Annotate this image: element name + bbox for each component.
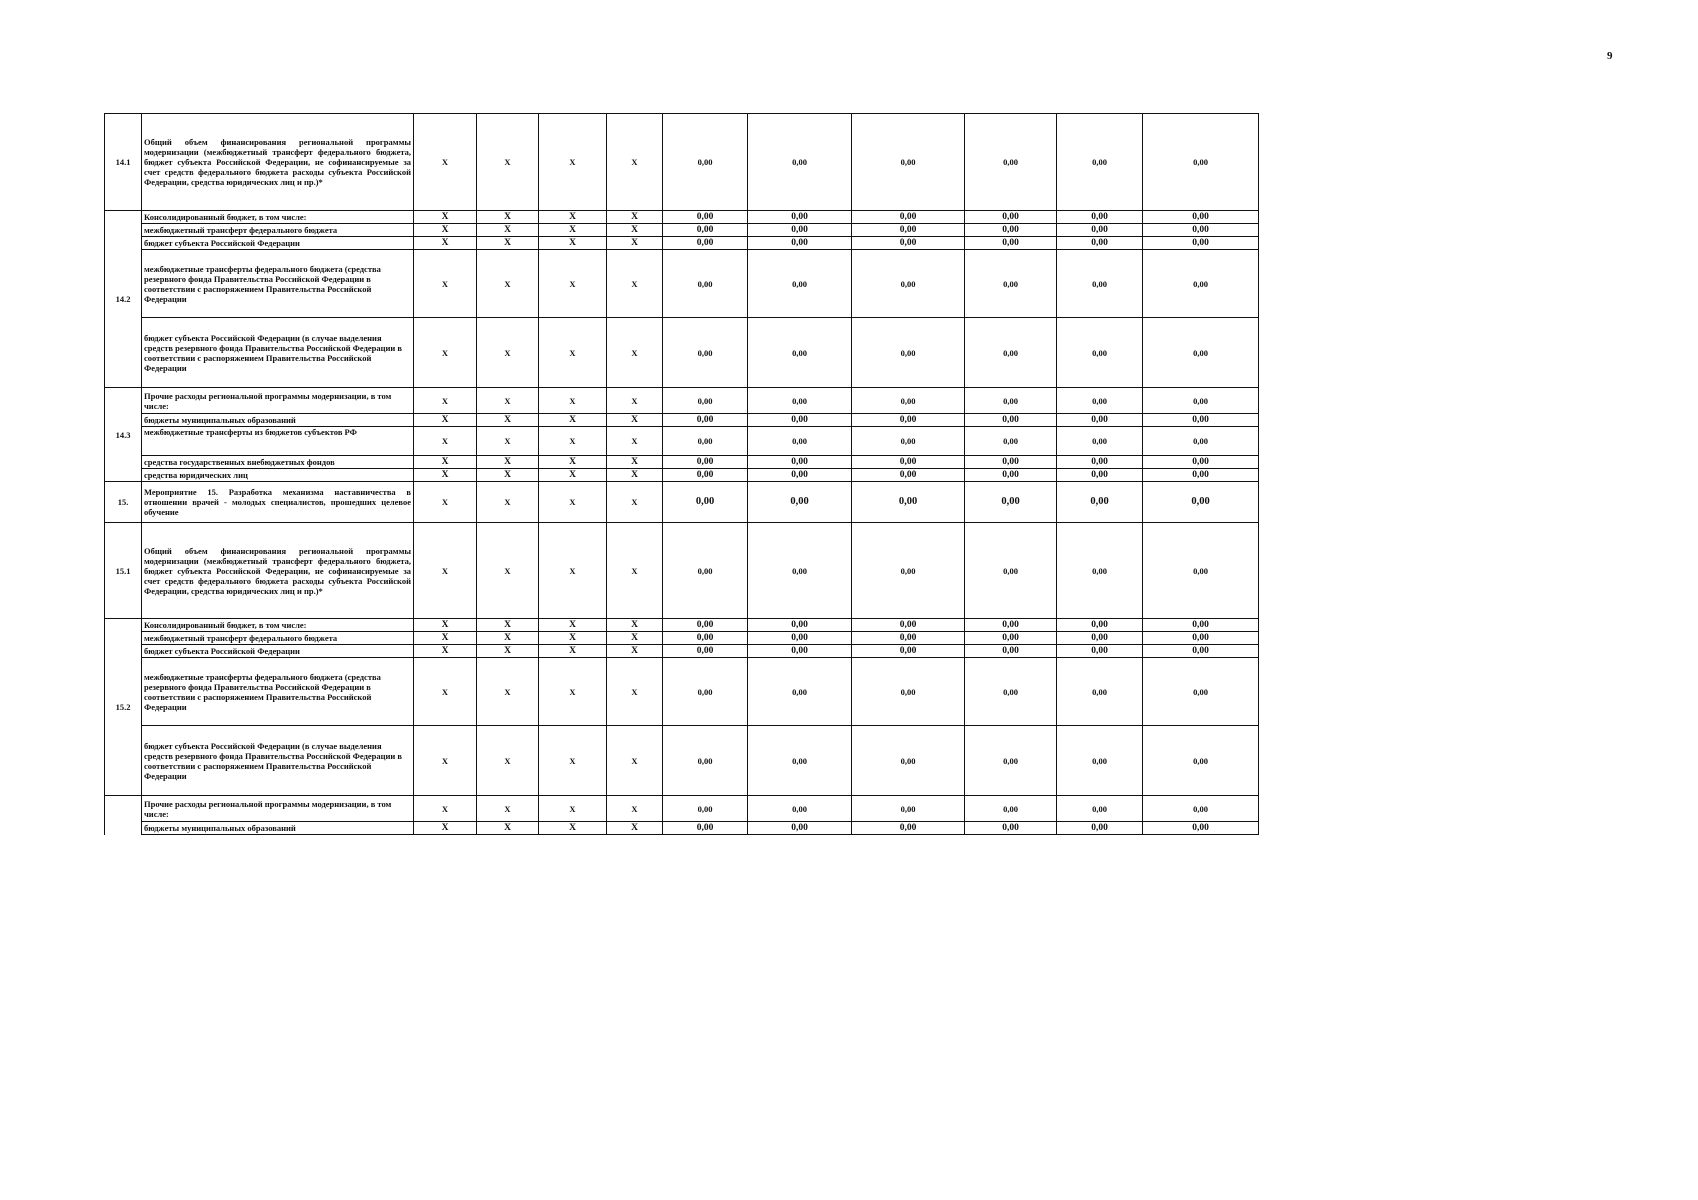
page-number: 9	[1607, 50, 1613, 62]
value-cell: 0,00	[663, 114, 748, 211]
value-cell: 0,00	[1143, 482, 1259, 523]
value-cell: 0,00	[1143, 250, 1259, 318]
mark-cell: X	[477, 726, 539, 796]
section-number: 14.2	[105, 211, 142, 388]
value-cell: 0,00	[852, 726, 965, 796]
value-cell: 0,00	[748, 726, 852, 796]
value-cell: 0,00	[1057, 796, 1143, 822]
mark-cell: X	[414, 658, 477, 726]
row-label: бюджеты муниципальных образований	[142, 822, 414, 835]
table-row	[105, 388, 1259, 414]
value-cell: 0,00	[852, 796, 965, 822]
value-cell: 0,00	[1143, 645, 1259, 658]
value-cell: 0,00	[852, 318, 965, 388]
row-label: Общий объем финансирования региональной программы модернизации (межбюджетный трансферт федерального бюджета, бюджет субъекта Российской Федерации, не софинансируемые за счет средств федерального бюджета расходы субъекта Российской Федерации, средства юридических лиц и пр.)*	[142, 523, 414, 619]
table-row	[105, 211, 1259, 224]
mark-cell: X	[414, 796, 477, 822]
row-label: межбюджетные трансферты из бюджетов субъектов РФ	[142, 427, 414, 456]
value-cell: 0,00	[748, 469, 852, 482]
value-cell: 0,00	[965, 114, 1057, 211]
value-cell: 0,00	[965, 456, 1057, 469]
value-cell: 0,00	[1143, 427, 1259, 456]
mark-cell: X	[607, 224, 663, 237]
value-cell: 0,00	[852, 482, 965, 523]
value-cell: 0,00	[1143, 456, 1259, 469]
mark-cell: X	[414, 619, 477, 632]
mark-cell: X	[477, 414, 539, 427]
value-cell: 0,00	[852, 469, 965, 482]
table-row	[105, 224, 1259, 237]
mark-cell: X	[477, 237, 539, 250]
mark-cell: X	[477, 469, 539, 482]
value-cell: 0,00	[1143, 414, 1259, 427]
value-cell: 0,00	[852, 237, 965, 250]
mark-cell: X	[477, 250, 539, 318]
value-cell: 0,00	[965, 318, 1057, 388]
row-label: Общий объем финансирования региональной программы модернизации (межбюджетный трансферт федерального бюджета, бюджет субъекта Российской Федерации, не софинансируемые за счет средств федерального бюджета расходы субъекта Российской Федерации, средства юридических лиц и пр.)*	[142, 114, 414, 211]
value-cell: 0,00	[1143, 114, 1259, 211]
value-cell: 0,00	[965, 796, 1057, 822]
mark-cell: X	[414, 224, 477, 237]
value-cell: 0,00	[965, 645, 1057, 658]
table-row	[105, 414, 1259, 427]
value-cell: 0,00	[663, 523, 748, 619]
value-cell: 0,00	[1143, 632, 1259, 645]
value-cell: 0,00	[1057, 822, 1143, 835]
table-row	[105, 114, 1259, 211]
value-cell: 0,00	[1057, 114, 1143, 211]
mark-cell: X	[414, 318, 477, 388]
value-cell: 0,00	[748, 796, 852, 822]
section-number	[105, 796, 142, 835]
mark-cell: X	[414, 645, 477, 658]
table-row	[105, 658, 1259, 726]
value-cell: 0,00	[965, 237, 1057, 250]
value-cell: 0,00	[1143, 822, 1259, 835]
value-cell: 0,00	[748, 224, 852, 237]
value-cell: 0,00	[663, 388, 748, 414]
value-cell: 0,00	[1143, 658, 1259, 726]
section-number: 14.3	[105, 388, 142, 482]
mark-cell: X	[414, 211, 477, 224]
table-row	[105, 619, 1259, 632]
value-cell: 0,00	[852, 822, 965, 835]
mark-cell: X	[414, 388, 477, 414]
value-cell: 0,00	[965, 224, 1057, 237]
value-cell: 0,00	[1057, 726, 1143, 796]
value-cell: 0,00	[852, 523, 965, 619]
mark-cell: X	[477, 523, 539, 619]
table-row	[105, 645, 1259, 658]
value-cell: 0,00	[748, 388, 852, 414]
mark-cell: X	[539, 237, 607, 250]
mark-cell: X	[414, 469, 477, 482]
mark-cell: X	[539, 645, 607, 658]
value-cell: 0,00	[1057, 224, 1143, 237]
mark-cell: X	[414, 250, 477, 318]
mark-cell: X	[607, 469, 663, 482]
mark-cell: X	[539, 414, 607, 427]
mark-cell: X	[477, 318, 539, 388]
value-cell: 0,00	[748, 523, 852, 619]
value-cell: 0,00	[1143, 318, 1259, 388]
table-row	[105, 523, 1259, 619]
value-cell: 0,00	[748, 658, 852, 726]
value-cell: 0,00	[852, 388, 965, 414]
mark-cell: X	[539, 796, 607, 822]
value-cell: 0,00	[748, 632, 852, 645]
value-cell: 0,00	[748, 211, 852, 224]
row-label: средства юридических лиц	[142, 469, 414, 482]
mark-cell: X	[539, 114, 607, 211]
mark-cell: X	[539, 523, 607, 619]
mark-cell: X	[539, 211, 607, 224]
value-cell: 0,00	[663, 224, 748, 237]
mark-cell: X	[414, 632, 477, 645]
mark-cell: X	[414, 456, 477, 469]
value-cell: 0,00	[663, 237, 748, 250]
value-cell: 0,00	[1057, 619, 1143, 632]
value-cell: 0,00	[1057, 456, 1143, 469]
value-cell: 0,00	[748, 237, 852, 250]
mark-cell: X	[539, 427, 607, 456]
row-label: межбюджетные трансферты федерального бюджета (средства резервного фонда Правительства Российской Федерации в соответствии с распоряжением Правительства Российской Федерации	[142, 250, 414, 318]
row-label: Прочие расходы региональной программы модернизации, в том числе:	[142, 796, 414, 822]
mark-cell: X	[607, 482, 663, 523]
value-cell: 0,00	[748, 114, 852, 211]
value-cell: 0,00	[663, 427, 748, 456]
value-cell: 0,00	[965, 250, 1057, 318]
value-cell: 0,00	[1057, 414, 1143, 427]
mark-cell: X	[607, 388, 663, 414]
mark-cell: X	[607, 632, 663, 645]
mark-cell: X	[477, 632, 539, 645]
value-cell: 0,00	[852, 114, 965, 211]
value-cell: 0,00	[663, 469, 748, 482]
mark-cell: X	[477, 224, 539, 237]
row-label: Прочие расходы региональной программы модернизации, в том числе:	[142, 388, 414, 414]
value-cell: 0,00	[965, 619, 1057, 632]
value-cell: 0,00	[1057, 645, 1143, 658]
value-cell: 0,00	[1143, 523, 1259, 619]
mark-cell: X	[477, 645, 539, 658]
value-cell: 0,00	[748, 318, 852, 388]
row-label: бюджет субъекта Российской Федерации (в случае выделения средств резервного фонда Правительства Российской Федерации в соответствии с распоряжением Правительства Российской Федерации	[142, 726, 414, 796]
section-number: 15.2	[105, 619, 142, 796]
mark-cell: X	[477, 114, 539, 211]
value-cell: 0,00	[748, 456, 852, 469]
mark-cell: X	[414, 482, 477, 523]
mark-cell: X	[607, 726, 663, 796]
value-cell: 0,00	[852, 619, 965, 632]
row-label: бюджет субъекта Российской Федерации	[142, 237, 414, 250]
mark-cell: X	[539, 658, 607, 726]
value-cell: 0,00	[965, 523, 1057, 619]
value-cell: 0,00	[965, 632, 1057, 645]
value-cell: 0,00	[1057, 469, 1143, 482]
value-cell: 0,00	[1057, 632, 1143, 645]
mark-cell: X	[477, 456, 539, 469]
value-cell: 0,00	[965, 388, 1057, 414]
table-row	[105, 482, 1259, 523]
mark-cell: X	[414, 427, 477, 456]
value-cell: 0,00	[852, 456, 965, 469]
mark-cell: X	[477, 388, 539, 414]
mark-cell: X	[477, 796, 539, 822]
value-cell: 0,00	[1057, 482, 1143, 523]
table-row	[105, 456, 1259, 469]
value-cell: 0,00	[663, 658, 748, 726]
mark-cell: X	[607, 414, 663, 427]
value-cell: 0,00	[852, 658, 965, 726]
table-row	[105, 250, 1259, 318]
row-label: Консолидированный бюджет, в том числе:	[142, 619, 414, 632]
mark-cell: X	[607, 211, 663, 224]
section-number: 15.1	[105, 523, 142, 619]
mark-cell: X	[414, 114, 477, 211]
mark-cell: X	[477, 482, 539, 523]
mark-cell: X	[539, 224, 607, 237]
value-cell: 0,00	[663, 796, 748, 822]
mark-cell: X	[414, 237, 477, 250]
row-label: бюджет субъекта Российской Федерации	[142, 645, 414, 658]
value-cell: 0,00	[663, 250, 748, 318]
value-cell: 0,00	[1143, 619, 1259, 632]
value-cell: 0,00	[1057, 658, 1143, 726]
value-cell: 0,00	[663, 456, 748, 469]
mark-cell: X	[539, 469, 607, 482]
value-cell: 0,00	[663, 318, 748, 388]
value-cell: 0,00	[1143, 224, 1259, 237]
value-cell: 0,00	[748, 822, 852, 835]
mark-cell: X	[539, 632, 607, 645]
value-cell: 0,00	[663, 482, 748, 523]
value-cell: 0,00	[748, 427, 852, 456]
table-row	[105, 318, 1259, 388]
mark-cell: X	[607, 796, 663, 822]
value-cell: 0,00	[965, 658, 1057, 726]
mark-cell: X	[477, 619, 539, 632]
mark-cell: X	[607, 645, 663, 658]
value-cell: 0,00	[1143, 388, 1259, 414]
table-row	[105, 632, 1259, 645]
mark-cell: X	[539, 619, 607, 632]
value-cell: 0,00	[663, 632, 748, 645]
mark-cell: X	[607, 318, 663, 388]
table-row	[105, 469, 1259, 482]
mark-cell: X	[539, 388, 607, 414]
section-number: 15.	[105, 482, 142, 523]
section-number: 14.1	[105, 114, 142, 211]
value-cell: 0,00	[1057, 211, 1143, 224]
value-cell: 0,00	[1057, 318, 1143, 388]
mark-cell: X	[607, 619, 663, 632]
value-cell: 0,00	[1057, 523, 1143, 619]
value-cell: 0,00	[965, 469, 1057, 482]
mark-cell: X	[477, 427, 539, 456]
row-label: межбюджетные трансферты федерального бюджета (средства резервного фонда Правительства Российской Федерации в соответствии с распоряжением Правительства Российской Федерации	[142, 658, 414, 726]
value-cell: 0,00	[852, 414, 965, 427]
mark-cell: X	[539, 456, 607, 469]
mark-cell: X	[607, 114, 663, 211]
mark-cell: X	[607, 523, 663, 619]
row-label: межбюджетный трансферт федерального бюджета	[142, 632, 414, 645]
value-cell: 0,00	[965, 822, 1057, 835]
value-cell: 0,00	[1057, 427, 1143, 456]
row-label: Мероприятие 15. Разработка механизма наставничества в отношении врачей - молодых специалистов, прошедших целевое обучение	[142, 482, 414, 523]
value-cell: 0,00	[1143, 796, 1259, 822]
value-cell: 0,00	[965, 482, 1057, 523]
value-cell: 0,00	[852, 645, 965, 658]
value-cell: 0,00	[965, 414, 1057, 427]
value-cell: 0,00	[852, 632, 965, 645]
value-cell: 0,00	[1057, 388, 1143, 414]
value-cell: 0,00	[748, 250, 852, 318]
row-label: межбюджетный трансферт федерального бюджета	[142, 224, 414, 237]
mark-cell: X	[607, 658, 663, 726]
row-label: средства государственных внебюджетных фондов	[142, 456, 414, 469]
value-cell: 0,00	[965, 211, 1057, 224]
table-row	[105, 237, 1259, 250]
value-cell: 0,00	[1143, 726, 1259, 796]
mark-cell: X	[414, 726, 477, 796]
mark-cell: X	[539, 822, 607, 835]
table-row	[105, 822, 1259, 835]
value-cell: 0,00	[748, 645, 852, 658]
financing-table	[104, 113, 1259, 835]
value-cell: 0,00	[852, 224, 965, 237]
mark-cell: X	[414, 414, 477, 427]
mark-cell: X	[607, 250, 663, 318]
mark-cell: X	[414, 822, 477, 835]
value-cell: 0,00	[663, 211, 748, 224]
mark-cell: X	[477, 658, 539, 726]
mark-cell: X	[607, 237, 663, 250]
value-cell: 0,00	[852, 250, 965, 318]
value-cell: 0,00	[663, 414, 748, 427]
value-cell: 0,00	[852, 211, 965, 224]
value-cell: 0,00	[852, 427, 965, 456]
table-row	[105, 427, 1259, 456]
value-cell: 0,00	[965, 726, 1057, 796]
mark-cell: X	[539, 482, 607, 523]
mark-cell: X	[539, 726, 607, 796]
row-label: Консолидированный бюджет, в том числе:	[142, 211, 414, 224]
value-cell: 0,00	[663, 726, 748, 796]
mark-cell: X	[607, 822, 663, 835]
value-cell: 0,00	[1057, 237, 1143, 250]
mark-cell: X	[539, 318, 607, 388]
value-cell: 0,00	[663, 822, 748, 835]
value-cell: 0,00	[748, 414, 852, 427]
value-cell: 0,00	[1143, 469, 1259, 482]
table-row	[105, 796, 1259, 822]
mark-cell: X	[414, 523, 477, 619]
value-cell: 0,00	[1143, 211, 1259, 224]
value-cell: 0,00	[663, 619, 748, 632]
value-cell: 0,00	[1057, 250, 1143, 318]
mark-cell: X	[477, 211, 539, 224]
mark-cell: X	[607, 456, 663, 469]
value-cell: 0,00	[1143, 237, 1259, 250]
mark-cell: X	[539, 250, 607, 318]
mark-cell: X	[607, 427, 663, 456]
mark-cell: X	[477, 822, 539, 835]
table-row	[105, 726, 1259, 796]
value-cell: 0,00	[965, 427, 1057, 456]
row-label: бюджеты муниципальных образований	[142, 414, 414, 427]
value-cell: 0,00	[663, 645, 748, 658]
value-cell: 0,00	[748, 482, 852, 523]
row-label: бюджет субъекта Российской Федерации (в случае выделения средств резервного фонда Правительства Российской Федерации в соответствии с распоряжением Правительства Российской Федерации	[142, 318, 414, 388]
value-cell: 0,00	[748, 619, 852, 632]
